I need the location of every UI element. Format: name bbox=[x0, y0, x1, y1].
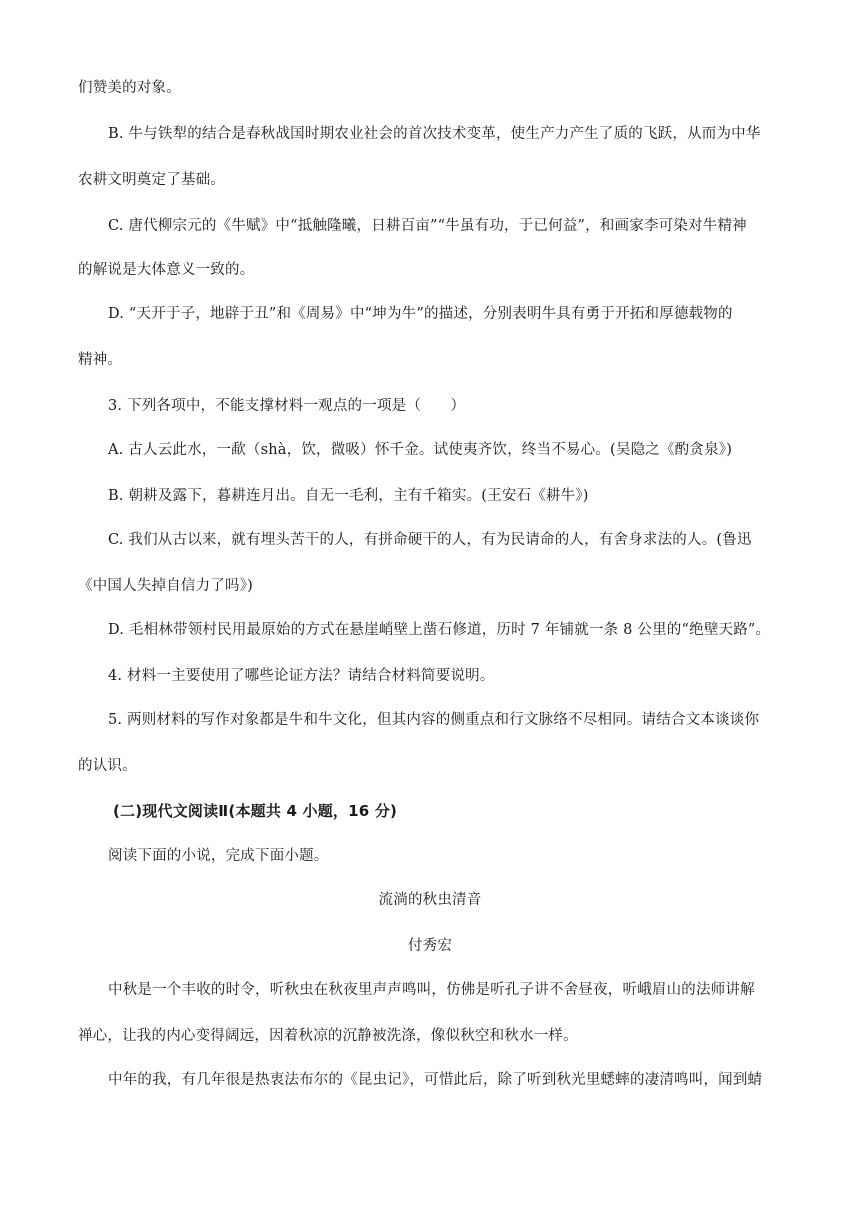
q3-option-d: D. 毛相林带领村民用最原始的方式在悬崖峭壁上凿石修道，历时 7 年铺就一条 8 公里的“绝壁天路”。 bbox=[108, 622, 771, 638]
q3-option-b: B. 朝耕及露下，暮耕连月出。自无一毛利，主有千箱实。(王安石《耕牛》) bbox=[108, 488, 589, 504]
question-3: 3. 下列各项中，不能支撑材料一观点的一项是（ ） bbox=[108, 398, 466, 414]
option-b-line-1: B. 牛与铁犁的结合是春秋战国时期农业社会的首次技术变革，使生产力产生了质的飞跃，从而为中华 bbox=[108, 126, 761, 142]
option-d-line-1: D. “天开于子，地辟于丑”和《周易》中“坤为牛”的描述，分别表明牛具有勇于开拓和厚德载物的 bbox=[108, 306, 733, 322]
story-title: 流淌的秋虫清音 bbox=[378, 892, 482, 908]
story-author: 付秀宏 bbox=[407, 938, 453, 954]
option-d-line-2: 精神。 bbox=[78, 352, 123, 368]
q3-option-c-line-1: C. 我们从古以来，就有埋头苦干的人，有拼命硬干的人，有为民请命的人，有舍身求法的人。(鲁迅 bbox=[108, 532, 752, 548]
text-line: 们赞美的对象。 bbox=[78, 80, 181, 96]
q3-option-c-line-2: 《中国人失掉自信力了吗》) bbox=[78, 578, 254, 594]
section-heading: (二)现代文阅读Ⅱ(本题共 4 小题，16 分) bbox=[113, 802, 398, 820]
question-5-line-1: 5. 两则材料的写作对象都是牛和牛文化，但其内容的侧重点和行文脉络不尽相同。请结合文本谈谈你 bbox=[108, 712, 760, 728]
question-4: 4. 材料一主要使用了哪些论证方法？请结合材料简要说明。 bbox=[108, 668, 495, 684]
paragraph-1-line-2: 禅心，让我的内心变得阔远，因着秋凉的沉静被洗涤，像似秋空和秋水一样。 bbox=[78, 1028, 578, 1044]
option-b-line-2: 农耕文明奠定了基础。 bbox=[78, 172, 225, 188]
option-c-line-1: C. 唐代柳宗元的《牛赋》中“抵触隆曦，日耕百亩”“牛虽有功，于已何益”，和画家李可染对牛精神 bbox=[108, 218, 747, 234]
paragraph-1-line-1: 中秋是一个丰收的时令，听秋虫在秋夜里声声鸣叫，仿佛是听孔子讲不舍昼夜，听峨眉山的法师讲解 bbox=[108, 982, 755, 998]
paragraph-2-line-1: 中年的我，有几年很是热衷法布尔的《昆虫记》，可惜此后，除了听到秋光里蟋蟀的凄清鸣叫，闻到蜻 bbox=[108, 1072, 763, 1088]
reading-instruction: 阅读下面的小说，完成下面小题。 bbox=[108, 848, 329, 864]
q3-option-a: A. 古人云此水，一歃（shà，饮，微吸）怀千金。试使夷齐饮，终当不易心。(吴隐之《酌贪泉》) bbox=[108, 442, 733, 458]
question-5-line-2: 的认识。 bbox=[78, 758, 137, 774]
option-c-line-2: 的解说是大体意义一致的。 bbox=[78, 262, 255, 278]
